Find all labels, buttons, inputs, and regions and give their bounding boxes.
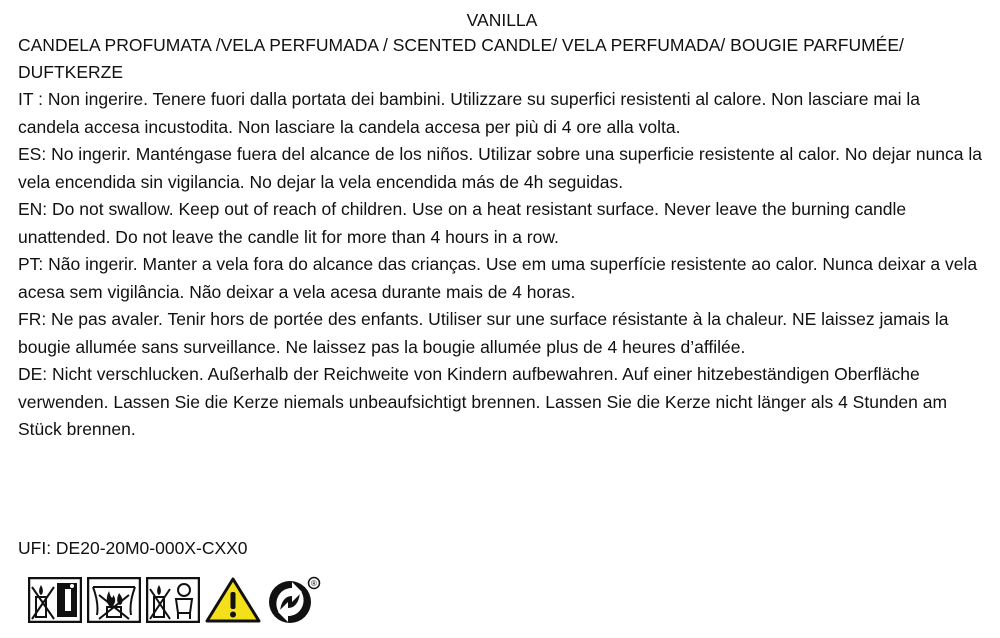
warning-triangle-icon [205,576,261,624]
keep-away-from-children-icon [146,577,200,623]
svg-text:®: ® [311,579,317,588]
warning-fr: FR: Ne pas avaler. Tenir hors de portée des enfants. Utiliser sur une surface résistante à la chaleur. NE laissez jamais la bougie allumée sans surveillance. Ne laissez pas la bougie allumée plus de 4 heures d’affilée. [18,309,949,357]
safety-pictograms [28,574,327,626]
ufi-code: UFI: DE20-20M0-000X-CXX0 [18,538,248,558]
warning-pt: PT: Não ingerir. Manter a vela fora do alcance das crianças. Use em uma superfície resistente ao calor. Nunca deixar a vela acesa sem vigilância. Não deixar a vela acesa durante mais de 4 horas. [18,254,978,302]
product-type-header: CANDELA PROFUMATA /VELA PERFUMADA / SCENTED CANDLE/ VELA PERFUMADA/ BOUGIE PARFUMÉE/ DUFTKERZE [18,35,904,82]
warning-en: EN: Do not swallow. Keep out of reach of children. Use on a heat resistant surface. Never leave the burning candle unattended. Do not leave the candle lit for more than 4 hours in a row. [18,199,907,247]
no-unattended-candle-icon [28,577,82,623]
warning-es: ES: No ingerir. Manténgase fuera del alcance de los niños. Utilizar sobre una superficie resistente al calor. No dejar nunca la vela encendida sin vigilancia. No dejar la vela encendida más de 4h seguidas. [18,144,983,192]
product-title: VANILLA [466,10,538,30]
no-flammable-nearby-icon [87,577,141,623]
document [18,8,986,444]
green-dot-recycling-icon [266,576,322,624]
warning-de: DE: Nicht verschlucken. Außerhalb der Reichweite von Kindern aufbewahren. Auf einer hitzebeständigen Oberfläche verwenden. Lassen Sie die Kerze niemals unbeaufsichtigt brennen. Lassen Sie die Kerze nicht länger als 4 Stunden am Stück brennen. [18,364,948,439]
warning-it: IT : Non ingerire. Tenere fuori dalla portata dei bambini. Utilizzare su superfici resistenti al calore. Non lasciare mai la candela accesa incustodita. Non lasciare la candela accesa per più di 4 ore alla volta. [18,89,920,137]
